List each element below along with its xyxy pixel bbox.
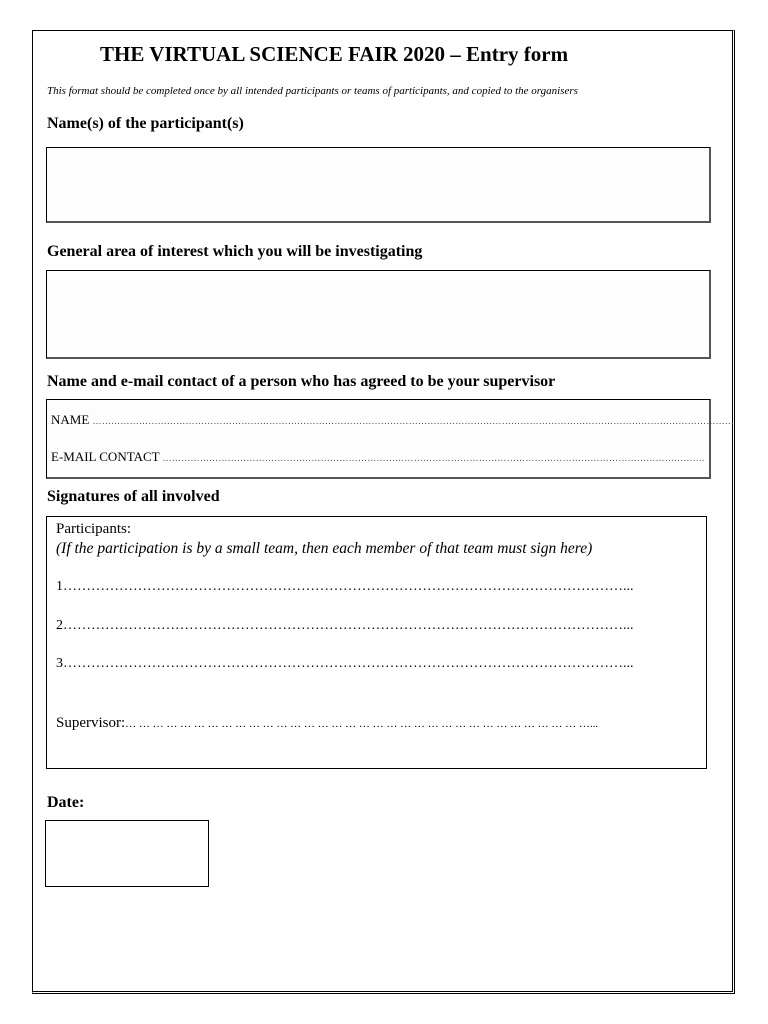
- interest-heading: General area of interest which you will be investigating: [47, 243, 423, 260]
- supervisor-name-line[interactable]: [51, 412, 734, 428]
- supervisor-heading: Name and e-mail contact of a person who has agreed to be your supervisor: [47, 373, 556, 390]
- date-heading: Date:: [47, 794, 85, 811]
- participants-label: Participants:: [56, 521, 131, 537]
- form-subtitle: This format should be completed once by all intended participants or teams of participants, and copied to the organisers: [47, 85, 578, 97]
- form-title: THE VIRTUAL SCIENCE FAIR 2020 – Entry form: [100, 42, 569, 66]
- supervisor-email-label: E-MAIL CONTACT: [51, 449, 160, 464]
- supervisor-signature-dots: … … … … … … … … … … … … … … … … … … … … … … … … … … … … … … … … … …...: [125, 718, 599, 730]
- participants-name-field[interactable]: [46, 147, 711, 223]
- supervisor-email-line[interactable]: [51, 449, 705, 465]
- team-note: (If the participation is by a small team, then each member of that team must sign here): [56, 540, 593, 557]
- supervisor-email-dots: ………………………………………………………………………………………………………………………………………………………….: [162, 453, 705, 463]
- participants-heading: Name(s) of the participant(s): [47, 115, 244, 132]
- supervisor-signature-line[interactable]: [56, 715, 598, 732]
- date-field[interactable]: [45, 820, 209, 887]
- signatures-heading: Signatures of all involved: [47, 488, 220, 505]
- interest-area-field[interactable]: [46, 270, 711, 359]
- signature-line-1[interactable]: 1…………………………………………………………………………………………………………...: [56, 579, 634, 594]
- supervisor-signature-label: Supervisor:: [56, 715, 126, 731]
- signature-line-3[interactable]: 3…………………………………………………………………………………………………………...: [56, 656, 634, 671]
- supervisor-box: [46, 399, 735, 479]
- signatures-box: [46, 516, 707, 769]
- supervisor-name-label: NAME: [51, 412, 90, 427]
- supervisor-name-dots: ………………………………………………………………………………………………………………………………………………………………………………………: [92, 416, 735, 426]
- signature-line-2[interactable]: 2…………………………………………………………………………………………………………...: [56, 618, 634, 633]
